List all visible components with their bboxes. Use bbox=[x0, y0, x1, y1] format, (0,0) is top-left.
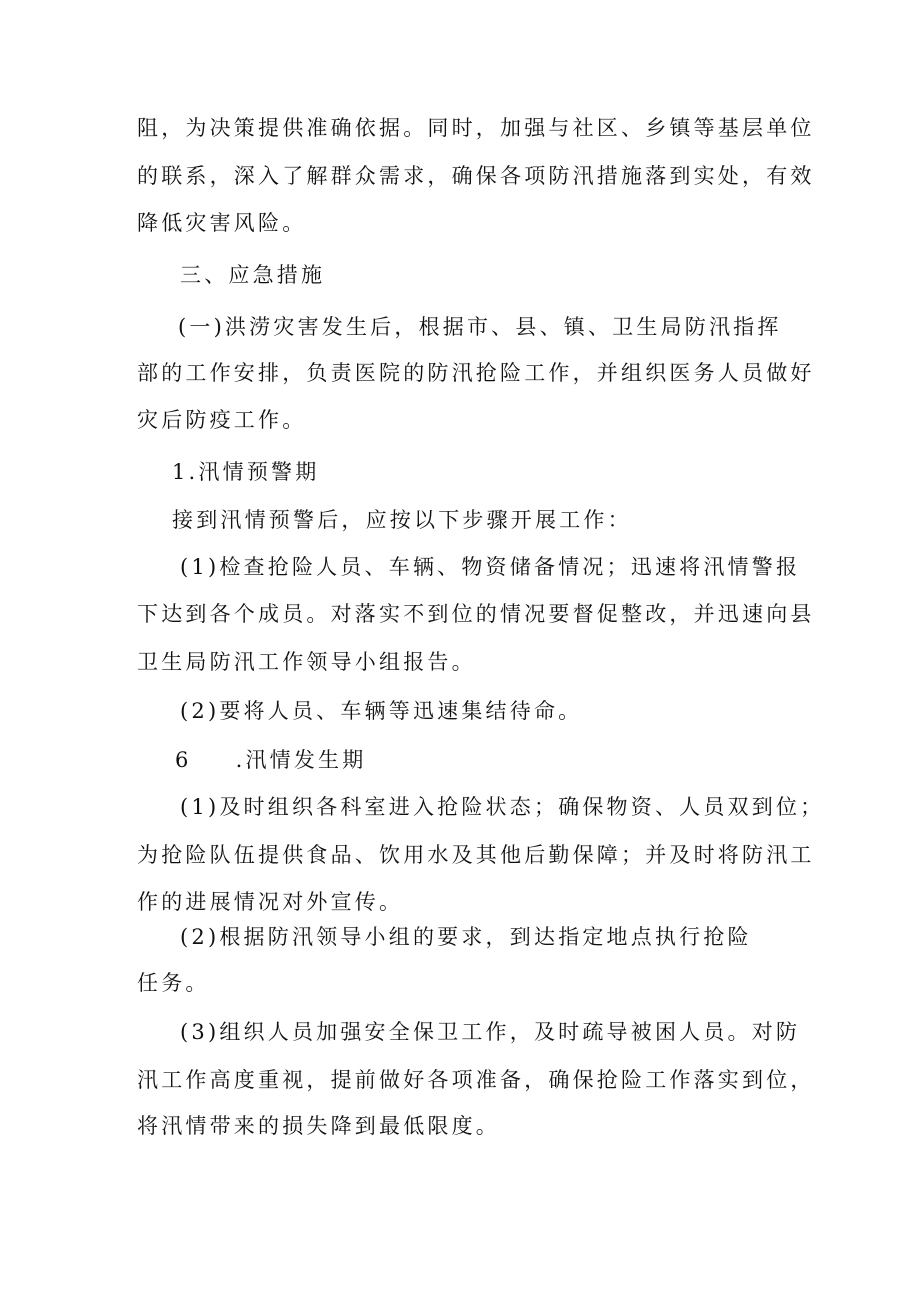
paragraph-line: 部的工作安排，负责医院的防汛抢险工作，并组织医务人员做好 bbox=[137, 361, 815, 385]
paragraph-line: (2)根据防汛领导小组的要求，到达指定地点执行抢险 bbox=[180, 925, 752, 949]
paragraph-line: 汛工作高度重视，提前做好各项准备，确保抢险工作落实到位， bbox=[137, 1068, 815, 1092]
paragraph-line: (3)组织人员加强安全保卫工作，及时疏导被困人员。对防 bbox=[180, 1020, 801, 1044]
paragraph-line: 任务。 bbox=[137, 971, 210, 995]
paragraph-line: 的联系，深入了解群众需求，确保各项防汛措施落到实处，有效 bbox=[137, 164, 815, 188]
paragraph-line: 作的进展情况对外宣传。 bbox=[137, 890, 404, 914]
paragraph-line: 接到汛情预警后，应按以下步骤开展工作： bbox=[172, 508, 632, 532]
section-heading: 三、应急措施 bbox=[180, 263, 326, 287]
paragraph-line: (2)要将人员、车辆等迅速集结待命。 bbox=[180, 699, 583, 723]
subsection-heading: 1.汛情预警期 bbox=[172, 460, 320, 484]
paragraph-line: 灾后防疫工作。 bbox=[137, 408, 307, 432]
paragraph-line: (1)检查抢险人员、车辆、物资储备情况；迅速将汛情警报 bbox=[180, 555, 801, 579]
paragraph-line: 降低灾害风险。 bbox=[137, 211, 307, 235]
paragraph-line: 为抢险队伍提供食品、饮用水及其他后勤保障；并及时将防汛工 bbox=[137, 843, 815, 867]
paragraph-line: 将汛情带来的损失降到最低限度。 bbox=[137, 1114, 500, 1138]
paragraph-line: 下达到各个成员。对落实不到位的情况要督促整改，并迅速向县 bbox=[137, 602, 815, 626]
paragraph-line: 阻，为决策提供准确依据。同时，加强与社区、乡镇等基层单位 bbox=[137, 116, 815, 140]
paragraph-line: (1)及时组织各科室进入抢险状态；确保物资、人员双到位； bbox=[180, 795, 825, 819]
heading-text: .汛情发生期 bbox=[235, 748, 367, 772]
subsection-heading bbox=[175, 745, 366, 775]
paragraph-line: (一)洪涝灾害发生后，根据市、县、镇、卫生局防汛指挥 bbox=[178, 315, 782, 339]
heading-number: 6 bbox=[175, 748, 192, 772]
paragraph-line: 卫生局防汛工作领导小组报告。 bbox=[137, 650, 476, 674]
